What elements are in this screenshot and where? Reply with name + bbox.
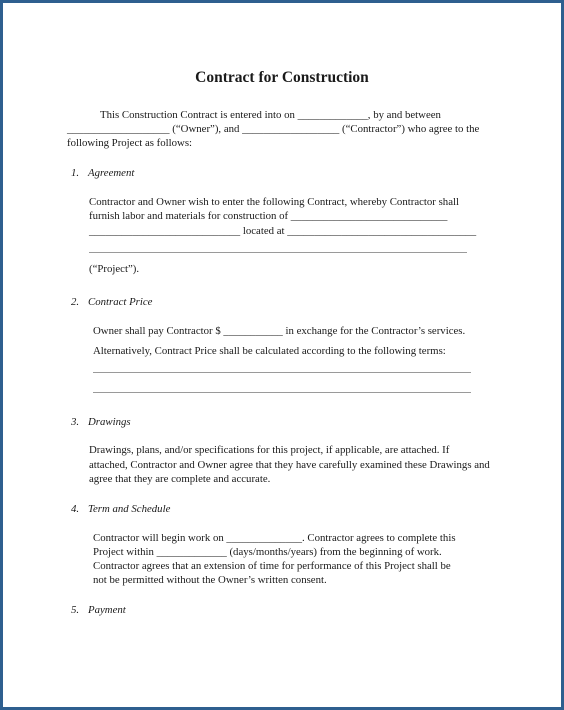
section-1-number: 1. bbox=[71, 167, 80, 179]
section-2-heading bbox=[71, 295, 152, 309]
section-2-line-1: Owner shall pay Contractor $ ___________ in exchange for the Contractor’s services. bbox=[93, 325, 466, 337]
section-1-line-3: ____________________________ located at ___________________________________ bbox=[89, 225, 477, 237]
section-4-line-4: not be permitted without the Owner’s written consent. bbox=[93, 574, 327, 586]
section-4-title: Term and Schedule bbox=[88, 503, 171, 515]
section-4-number: 4. bbox=[71, 503, 80, 515]
intro-line-2: ___________________ (“Owner”), and __________________ (“Contractor”) who agree to the bbox=[67, 123, 480, 135]
section-2-line-2: Alternatively, Contract Price shall be calculated according to the following terms: bbox=[93, 345, 446, 357]
section-1-line-2: furnish labor and materials for construction of _____________________________ bbox=[89, 210, 448, 222]
section-4-line-2: Project within _____________ (days/months/years) from the beginning of work. bbox=[93, 546, 442, 558]
section-5-heading bbox=[71, 603, 126, 617]
section-3-line-1: Drawings, plans, and/or specifications for this project, if applicable, are attached. If bbox=[89, 444, 450, 456]
blank-line bbox=[93, 372, 471, 373]
section-3-line-2: attached, Contractor and Owner agree that they have carefully examined these Drawings and bbox=[89, 459, 490, 471]
blank-line bbox=[89, 252, 467, 253]
section-4-heading bbox=[71, 502, 170, 516]
section-5-title: Payment bbox=[88, 604, 126, 616]
section-5-number: 5. bbox=[71, 604, 80, 616]
section-3-heading bbox=[71, 415, 131, 429]
section-4-line-3: Contractor agrees that an extension of time for performance of this Project shall be bbox=[93, 560, 451, 572]
section-3-line-3: agree that they are complete and accurate. bbox=[89, 473, 271, 485]
intro-line-1: This Construction Contract is entered into on _____________, by and between bbox=[100, 109, 441, 121]
blank-line bbox=[93, 392, 471, 393]
section-2-number: 2. bbox=[71, 296, 80, 308]
intro-line-3: following Project as follows: bbox=[67, 137, 193, 149]
section-3-title: Drawings bbox=[88, 416, 131, 428]
section-4-line-1: Contractor will begin work on ______________. Contractor agrees to complete this bbox=[93, 532, 456, 544]
section-1-title: Agreement bbox=[88, 167, 135, 179]
section-1-line-1: Contractor and Owner wish to enter the following Contract, whereby Contractor shall bbox=[89, 196, 459, 208]
document-title: Contract for Construction bbox=[195, 69, 369, 86]
section-1-heading bbox=[71, 166, 134, 180]
section-3-number: 3. bbox=[71, 416, 80, 428]
section-2-title: Contract Price bbox=[88, 296, 153, 308]
section-1-line-4: (“Project”). bbox=[89, 263, 140, 275]
